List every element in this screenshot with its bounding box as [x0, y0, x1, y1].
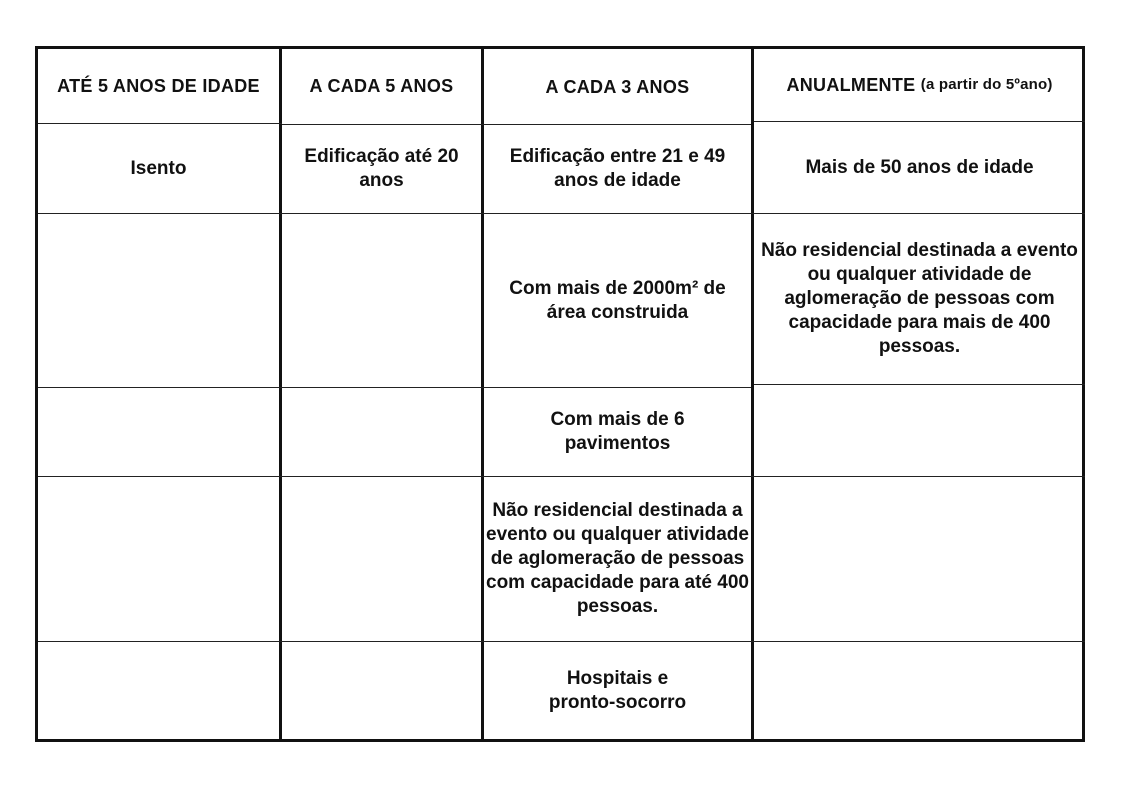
row1-col2: Edificação até 20 anos	[304, 146, 459, 191]
row3-col4	[754, 385, 1085, 476]
row1-col4: Mais de 50 anos de idade	[805, 156, 1034, 178]
header-every-3-years: A CADA 3 ANOS	[545, 76, 690, 97]
header-until-5-years: ATÉ 5 ANOS DE IDADE	[57, 76, 260, 96]
row2-col2	[282, 214, 481, 387]
row5-col4	[754, 642, 1085, 739]
header-annually	[754, 49, 1085, 121]
row4-col3: Não residencial destinada a evento ou qualquer atividade de aglomeração de pessoas com capacidade para até 400 pessoas.	[486, 500, 749, 617]
row3-col3: Com mais de 6 pavimentos	[550, 409, 685, 454]
row2-col4: Não residencial destinada a evento ou qualquer atividade de aglomeração de pessoas com capacidade para mais de 400 pessoas.	[761, 240, 1078, 357]
row5-col2	[282, 642, 481, 739]
row5-col1	[38, 642, 279, 739]
row3-col2	[282, 388, 481, 476]
row2-col1	[38, 214, 279, 387]
row1-col3: Edificação entre 21 e 49 anos de idade	[509, 146, 726, 191]
inspection-frequency-table	[35, 46, 1085, 742]
row2-col3: Com mais de 2000m² de área construida	[509, 277, 726, 323]
row3-col1	[38, 388, 279, 476]
header-annually-label: ANUALMENTE	[786, 75, 916, 95]
row4-col1	[38, 477, 279, 641]
row4-col4	[754, 477, 1085, 641]
row1-col1: Isento	[130, 157, 187, 179]
header-annually-note: (a partir do 5ºano)	[920, 76, 1053, 93]
header-every-5-years: A CADA 5 ANOS	[309, 76, 454, 96]
row4-col2	[282, 477, 481, 641]
row5-col3: Hospitais e pronto-socorro	[548, 667, 687, 713]
